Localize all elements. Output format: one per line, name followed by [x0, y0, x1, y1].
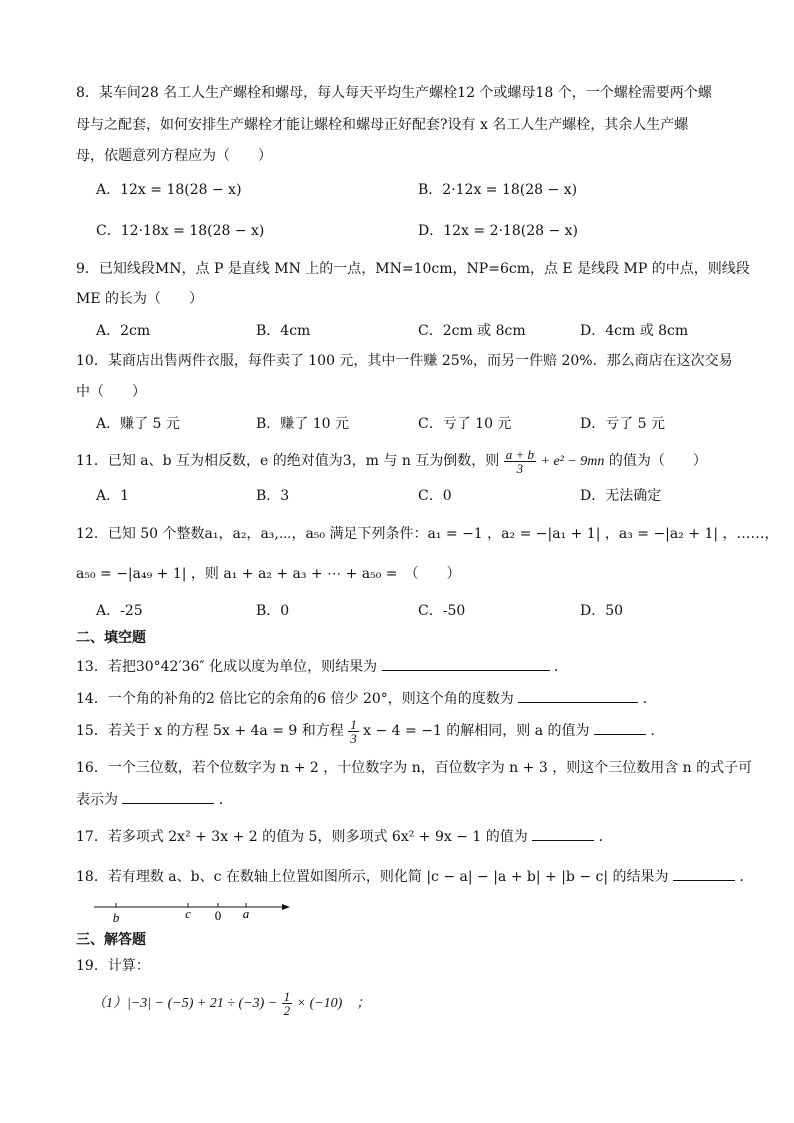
q15-fraction [348, 718, 359, 745]
q17-stem [76, 826, 754, 847]
q9-line2: ME 的长为（ ） [76, 291, 204, 307]
q14-post: ． [642, 691, 657, 707]
q11-option-a: A．1 [96, 488, 130, 504]
q19-post: × (−10) ； [296, 996, 371, 1011]
q10-line2: 中（ ） [76, 384, 146, 400]
q16-line2 [76, 789, 754, 810]
q12-line2: a₅₀ = −|a₄₉ + 1| ，则 a₁ + a₂ + a₃ + ⋯ + a₅₀ = （ ） [76, 566, 461, 582]
q14-answer-blank [518, 688, 638, 703]
q8-line1: 8．某车间28 名工人生产螺栓和螺母，每人每天平均生产螺栓12 个或螺母18 个，一个螺栓需要两个螺 [76, 85, 712, 101]
q19-fraction [282, 990, 293, 1017]
q11-option-c: C．0 [418, 488, 452, 504]
number-line-arrow [282, 904, 290, 910]
q8-line3: 母，依题意列方程应为（ ） [76, 148, 272, 164]
q11-stem [76, 446, 754, 477]
q16-l2-pre: 表示为 [76, 792, 118, 808]
label-zero: 0 [214, 908, 222, 923]
q17-answer-blank [532, 826, 594, 841]
q13-stem [76, 656, 754, 677]
q14-pre: 14．一个角的补角的2 倍比它的余角的6 倍少 20°，则这个角的度数为 [76, 691, 514, 707]
q18-answer-blank [673, 866, 735, 881]
label-a: a [242, 906, 250, 921]
q8-option-c: C．12·18x = 18(28 − x) [96, 223, 265, 239]
q10-line1: 10．某商店出售两件衣服，每件卖了 100 元，其中一件赚 25%，而另一件赔 20%．那么商店在这次交易 [76, 353, 733, 369]
q12-line1: 12．已知 50 个整数a₁，a₂，a₃,⋯，a₅₀ 满足下列条件：a₁ = −1 ，a₂ = −|a₁ + 1| ，a₃ = −|a₂ + 1| ，……， [76, 526, 779, 542]
q15-frac-num: 1 [350, 716, 357, 732]
q9-line1: 9．已知线段MN，点 P 是直线 MN 上的一点，MN=10cm，NP=6cm，点 E 是线段 MP 的中点，则线段 [76, 261, 750, 277]
q19-pre: （1）|−3| − (−5) + 21 ÷ (−3) − [92, 996, 278, 1011]
q16-l2-post: ． [218, 792, 233, 808]
q18-pre: 18．若有理数 a、b、c 在数轴上位置如图所示，则化简 |c − a| − |a + b| + |b − c| 的结果为 [76, 869, 669, 885]
q15-stem [76, 716, 754, 746]
q19-frac-num: 1 [283, 988, 291, 1004]
q12-option-d: D．50 [580, 603, 624, 619]
label-b: b [112, 910, 120, 925]
q12-option-a: A．-25 [96, 603, 143, 619]
label-c: c [185, 906, 191, 921]
number-line-figure [90, 896, 296, 926]
q11-option-d: D．无法确定 [580, 488, 662, 504]
q13-answer-blank [382, 656, 550, 671]
q15-frac-den: 3 [350, 730, 357, 746]
q12-option-c: C．-50 [418, 603, 466, 619]
q8-line2: 母与之配套，如何安排生产螺栓才能让螺栓和螺母正好配套?设有 x 名工人生产螺栓，其余人生产螺 [76, 117, 689, 133]
q9-option-a: A．2cm [96, 323, 151, 339]
q9-option-b: B．4cm [256, 323, 311, 339]
section-answer-heading: 三、解答题 [76, 932, 146, 948]
q11-post: 的值为（ ） [608, 453, 707, 469]
q8-option-d: D．12x = 2·18(28 − x) [418, 223, 579, 239]
q18-stem [76, 866, 754, 887]
q11-frac-den: 3 [516, 460, 524, 476]
q15-mid: x − 4 = −1 的解相同，则 a 的值为 [363, 723, 590, 739]
section-fill-in-heading: 二、填空题 [76, 630, 146, 646]
q12-option-b: B．0 [256, 603, 290, 619]
q13-pre: 13．若把30°42′36″ 化成以度为单位，则结果为 [76, 659, 378, 675]
q8-option-a: A．12x = 18(28 − x) [96, 182, 242, 198]
q15-post: ． [650, 723, 665, 739]
q9-option-c: C．2cm 或 8cm [418, 323, 526, 339]
q15-pre: 15．若关于 x 的方程 5x + 4a = 9 和方程 [76, 723, 344, 739]
q10-option-c: C．亏了 10 元 [418, 416, 512, 432]
q19-part1 [92, 988, 754, 1019]
q16-line1: 16．一个三位数，若个位数字为 n + 2 ，十位数字为 n，百位数字为 n + 3 ，则这个三位数用含 n 的式子可 [76, 760, 753, 776]
q15-answer-blank [594, 720, 646, 735]
q10-option-a: A．赚了 5 元 [96, 416, 180, 432]
q11-frac-num: a + b [505, 446, 535, 462]
q19-frac-den: 2 [283, 1002, 291, 1018]
q17-pre: 17．若多项式 2x² + 3x + 2 的值为 5，则多项式 6x² + 9x − 1 的值为 [76, 829, 528, 845]
q9-option-d: D．4cm 或 8cm [580, 323, 689, 339]
q18-post: ． [739, 869, 754, 885]
q11-pre: 11．已知 a、b 互为相反数，e 的绝对值为3，m 与 n 互为倒数，则 [76, 453, 500, 469]
q11-fraction [504, 448, 536, 475]
q11-expr: + e² − 9mn [540, 454, 605, 469]
q19-line1: 19．计算： [76, 958, 150, 974]
q8-option-b: B．2·12x = 18(28 − x) [418, 182, 578, 198]
q10-option-d: D．亏了 5 元 [580, 416, 666, 432]
q11-option-b: B．3 [256, 488, 290, 504]
q10-option-b: B．赚了 10 元 [256, 416, 350, 432]
q14-stem [76, 688, 754, 709]
q17-post: ． [598, 829, 613, 845]
q13-post: ． [554, 659, 569, 675]
q16-answer-blank [122, 789, 214, 804]
